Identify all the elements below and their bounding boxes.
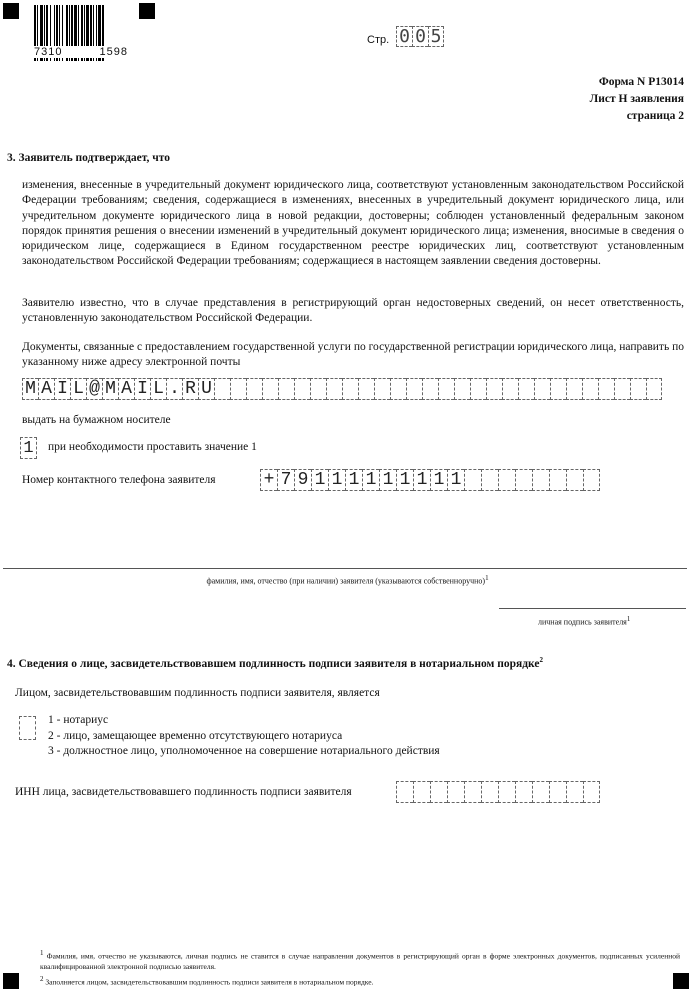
paper-copy-cell[interactable]: 1 — [20, 437, 37, 459]
inn-field[interactable] — [396, 781, 600, 803]
applicant-signature-caption — [538, 615, 630, 627]
section3-paragraph1: изменения, внесенные в учредительный документ юридического лица, соответствуют установленным законодательством Российской Федерации требованиям; сведения, содержащиеся в изменениях, внесенных в учредительный документ юридического лица, или учредительном документе юридического лица в новой редакции, достоверны; соблюден установленный федеральным законом порядок принятия решения о внесении изменений в учредительный документ юридического лица; изменения, вносимые в сведения о юридическом лице, содержащиеся в Едином государственном реестре юридических лиц, соответствуют установленным законодательством Российской Федерации требованиям; содержащиеся в настоящем заявлении сведения достоверны. — [22, 179, 684, 268]
footnote-2-text: Заполняется лицом, засвидетельствовавшим подлинность подписи заявителя в нотариальном порядке. — [45, 977, 374, 986]
email-cell[interactable]: A — [118, 378, 134, 400]
barcode-digits-right: 1598 — [99, 46, 128, 58]
email-cell[interactable]: U — [198, 378, 214, 400]
notary-role-option: 1 - нотариус — [48, 714, 109, 726]
email-cell[interactable] — [294, 378, 310, 400]
email-cell[interactable] — [550, 378, 566, 400]
footnote-1-text: Фамилия, имя, отчество не указываются, личная подпись не ставится в случае направления документов в регистрирующий орган в форме электронных документов, подписанных усиленной квалифицированной электронной подписью заявителя. — [40, 951, 680, 971]
notary-role-option: 2 - лицо, замещающее временно отсутствующего нотариуса — [48, 729, 343, 742]
phone-cell[interactable] — [566, 469, 583, 491]
phone-cell[interactable] — [481, 469, 498, 491]
form-number: Форма N Р13014 — [598, 76, 684, 88]
inn-cell[interactable] — [532, 781, 549, 803]
email-cell[interactable] — [342, 378, 358, 400]
notary-role-field[interactable] — [19, 716, 36, 740]
phone-field[interactable] — [260, 469, 600, 491]
applicant-name-caption-text: фамилия, имя, отчество (при наличии) заявителя (указываются собственноручно) — [206, 576, 486, 586]
inn-cell[interactable] — [464, 781, 481, 803]
phone-cell[interactable]: 1 — [362, 469, 379, 491]
footnote-ref: 1 — [485, 574, 489, 582]
page-digit: 0 — [412, 26, 428, 47]
footnote-mark: 2 — [40, 974, 44, 983]
section4-title — [7, 656, 543, 670]
email-cell[interactable] — [646, 378, 662, 400]
sheet-page: страница 2 — [626, 110, 684, 122]
email-cell[interactable] — [502, 378, 518, 400]
phone-cell[interactable]: 1 — [413, 469, 430, 491]
corner-marker-top-right — [139, 3, 155, 19]
phone-cell[interactable] — [464, 469, 481, 491]
email-cell[interactable] — [470, 378, 486, 400]
paper-copy-label: выдать на бумажном носителе — [22, 414, 171, 426]
section3-paragraph3: Документы, связанные с предоставлением государственной услуги по государственной регистрации юридического лица, направить по указанному ниже адресу электронной почты — [22, 341, 684, 369]
notary-role-cell[interactable] — [19, 716, 36, 740]
page-digit: 5 — [428, 26, 444, 47]
phone-cell[interactable]: 1 — [328, 469, 345, 491]
footnote-mark: 1 — [40, 949, 44, 957]
section4-lead: Лицом, засвидетельствовавшим подлинность подписи заявителя, является — [15, 687, 380, 699]
email-cell[interactable] — [278, 378, 294, 400]
email-cell[interactable] — [262, 378, 278, 400]
applicant-signature-caption-text: личная подпись заявителя — [538, 617, 627, 627]
email-cell[interactable] — [518, 378, 534, 400]
inn-cell[interactable] — [413, 781, 430, 803]
email-field[interactable] — [22, 378, 662, 400]
footnote-ref: 2 — [539, 656, 543, 664]
inn-cell[interactable] — [498, 781, 515, 803]
phone-label: Номер контактного телефона заявителя — [22, 474, 216, 486]
notary-role-option: 3 - должностное лицо, уполномоченное на совершение нотариального действия — [48, 745, 440, 757]
page-number-field — [396, 26, 444, 47]
phone-cell[interactable]: 1 — [396, 469, 413, 491]
email-cell[interactable]: . — [166, 378, 182, 400]
phone-cell[interactable] — [532, 469, 549, 491]
email-cell[interactable]: M — [22, 378, 38, 400]
email-cell[interactable]: @ — [86, 378, 102, 400]
email-cell[interactable] — [406, 378, 422, 400]
corner-marker-bottom-left — [3, 973, 19, 989]
phone-cell[interactable]: 1 — [311, 469, 328, 491]
phone-cell[interactable] — [549, 469, 566, 491]
email-cell[interactable] — [358, 378, 374, 400]
phone-cell[interactable]: 1 — [430, 469, 447, 491]
page-digit: 0 — [396, 26, 412, 47]
footnote-2 — [40, 974, 680, 988]
barcode-digits-left: 7310 — [34, 46, 63, 58]
phone-cell[interactable]: 1 — [345, 469, 362, 491]
phone-cell[interactable]: + — [260, 469, 277, 491]
email-cell[interactable] — [422, 378, 438, 400]
email-cell[interactable] — [598, 378, 614, 400]
phone-cell[interactable] — [515, 469, 532, 491]
phone-cell[interactable] — [583, 469, 600, 491]
phone-cell[interactable]: 1 — [379, 469, 396, 491]
footnote-ref: 1 — [626, 615, 631, 623]
section3-paragraph2: Заявителю известно, что в случае представления в регистрирующий орган недостоверных сведений, он несет ответственность, установленную законодательством Российской Федерации. — [22, 297, 684, 325]
inn-label: ИНН лица, засвидетельствовавшего подлинность подписи заявителя — [15, 786, 352, 798]
paper-copy-field[interactable] — [20, 437, 37, 459]
email-cell[interactable] — [390, 378, 406, 400]
barcode-digits — [32, 46, 130, 58]
footnotes — [40, 948, 680, 989]
corner-marker-top-left — [3, 3, 19, 19]
email-cell[interactable] — [486, 378, 502, 400]
form-header — [590, 74, 684, 125]
email-cell[interactable]: A — [38, 378, 54, 400]
email-cell[interactable]: R — [182, 378, 198, 400]
email-cell[interactable] — [246, 378, 262, 400]
inn-cell[interactable] — [515, 781, 532, 803]
inn-cell[interactable] — [396, 781, 413, 803]
email-cell[interactable]: M — [102, 378, 118, 400]
notary-role-options — [48, 713, 440, 760]
inn-cell[interactable] — [566, 781, 583, 803]
phone-cell[interactable]: 9 — [294, 469, 311, 491]
sheet-name: Лист Н заявления — [589, 93, 684, 105]
email-cell[interactable] — [438, 378, 454, 400]
phone-cell[interactable]: 7 — [277, 469, 294, 491]
footnote-1 — [40, 948, 680, 972]
applicant-signature-line[interactable] — [499, 608, 686, 609]
inn-cell[interactable] — [549, 781, 566, 803]
inn-cell[interactable] — [447, 781, 464, 803]
email-cell[interactable] — [310, 378, 326, 400]
email-cell[interactable] — [374, 378, 390, 400]
email-cell[interactable] — [566, 378, 582, 400]
email-cell[interactable] — [630, 378, 646, 400]
section3-title: 3. Заявитель подтверждает, что — [7, 152, 171, 164]
email-cell[interactable]: I — [134, 378, 150, 400]
email-cell[interactable] — [454, 378, 470, 400]
email-cell[interactable]: L — [150, 378, 166, 400]
applicant-name-caption — [0, 574, 695, 586]
email-cell[interactable] — [582, 378, 598, 400]
phone-cell[interactable]: 1 — [447, 469, 464, 491]
email-cell[interactable] — [534, 378, 550, 400]
inn-cell[interactable] — [481, 781, 498, 803]
email-cell[interactable] — [214, 378, 230, 400]
inn-cell[interactable] — [583, 781, 600, 803]
email-cell[interactable] — [230, 378, 246, 400]
page-number-label: Стр. — [367, 34, 390, 46]
email-cell[interactable]: L — [70, 378, 86, 400]
email-cell[interactable] — [614, 378, 630, 400]
inn-cell[interactable] — [430, 781, 447, 803]
section4-title-text: 4. Сведения о лице, засвидетельствовавшем подлинность подписи заявителя в нотариальном порядке — [7, 657, 540, 670]
applicant-name-line[interactable] — [3, 568, 687, 569]
email-cell[interactable] — [326, 378, 342, 400]
paper-copy-hint: при необходимости проставить значение 1 — [48, 441, 257, 453]
phone-cell[interactable] — [498, 469, 515, 491]
email-cell[interactable]: I — [54, 378, 70, 400]
